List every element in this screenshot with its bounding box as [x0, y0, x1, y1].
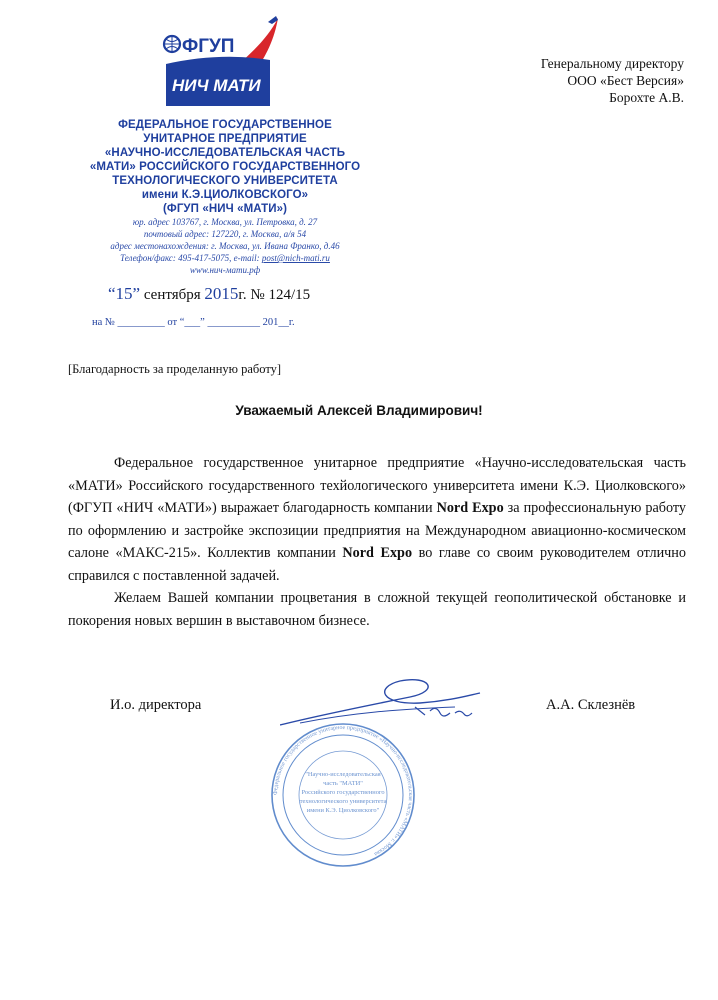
logo-brand-bottom: НИЧ МАТИ: [172, 76, 261, 95]
reference-line: на № _________ от “___” __________ 201__г.: [92, 317, 295, 328]
official-stamp: [268, 720, 418, 870]
letter-subject: [Благодарность за проделанную работу]: [68, 362, 282, 376]
body-paragraph-2: Желаем Вашей компании процветания в сложной текущей геополитической обстановке и покорения новых вершин в выставочном бизнесе.: [68, 590, 686, 629]
svg-text:часть "МАТИ": часть "МАТИ": [323, 780, 363, 787]
org-email: post@nich-mati.ru: [261, 253, 330, 263]
org-name-line: ФЕДЕРАЛЬНОЕ ГОСУДАРСТВЕННОЕ: [118, 119, 332, 131]
date-year: 2015: [204, 284, 239, 303]
date-suffix: г. №: [238, 287, 269, 303]
org-name-line: (ФГУП «НИЧ «МАТИ»): [162, 203, 288, 215]
org-location-address: адрес местонахождения: г. Москва, ул. Ивана Франко, д.46: [110, 241, 340, 251]
org-phone: Телефон/факс: 495-417-5075, e-mail:: [120, 253, 262, 263]
org-postal-address: почтовый адрес: 127220, г. Москва, а/я 54: [143, 229, 307, 239]
svg-text:"Научно-исследовательская: "Научно-исследовательская: [305, 771, 381, 778]
org-name-line: имени К.Э.ЦИОЛКОВСКОГО»: [141, 189, 309, 201]
org-name-line: УНИТАРНОЕ ПРЕДПРИЯТИЕ: [143, 133, 307, 145]
salutation: Уважаемый Алексей Владимирович!: [235, 403, 483, 418]
svg-text:Федеральное государственное ун: Федеральное государственное унитарное предприятие «Научно-исследовательская часть «МАТИ» г. Москва: [272, 724, 414, 857]
org-website: www.нич-мати.рф: [189, 265, 261, 275]
letter-date-number: [108, 284, 310, 304]
letter-number: 124/15: [268, 287, 311, 303]
company-name: Nord Expo: [342, 545, 413, 561]
org-header: [30, 118, 420, 276]
recipient-position: Генеральному директору: [540, 56, 684, 71]
body-text: за профессиональную работу по оформлению и застройке экспозиции предприятия на Международном авиационно-космическом салоне «МАКС-215». Коллектив компании: [68, 500, 686, 561]
org-name-line: «МАТИ» РОССИЙСКОГО ГОСУДАРСТВЕННОГО: [89, 161, 361, 173]
date-day: “15”: [108, 284, 141, 303]
signer-title: И.о. директора: [110, 697, 202, 713]
org-logo: [160, 14, 290, 106]
recipient-block: [541, 55, 684, 106]
recipient-name: Борохте А.В.: [609, 90, 684, 105]
company-name: Nord Expo: [436, 500, 504, 516]
svg-text:Российского государственного: Российского государственного: [301, 789, 385, 796]
recipient-company: ООО «Бест Версия»: [567, 73, 684, 88]
svg-text:технологического университета: технологического университета: [299, 798, 387, 805]
org-name-line: «НАУЧНО-ИССЛЕДОВАТЕЛЬСКАЯ ЧАСТЬ: [104, 147, 346, 159]
date-month: сентября: [140, 287, 205, 303]
body-text: Федеральное государственное унитарное предприятие «Научно-исследовательская часть «МАТИ» Российского государственного техйологического университета имени К.Э. Циолковского» (ФГУП «НИЧ «МАТИ») выражает благодарность компании: [68, 455, 686, 516]
body-paragraph-1: [68, 452, 686, 587]
svg-text:имени К.Э. Циолковского": имени К.Э. Циолковского": [306, 807, 380, 814]
body-text: во главе со своим руководителем отлично справился с поставленной задачей.: [68, 545, 686, 584]
signer-name: А.А. Склезнёв: [546, 697, 636, 713]
org-name-line: ТЕХНОЛОГИЧЕСКОГО УНИВЕРСИТЕТА: [112, 175, 338, 187]
letter-body: [68, 452, 686, 632]
org-legal-address: юр. адрес 103767, г. Москва, ул. Петровка, д. 27: [132, 217, 318, 227]
org-contacts: [30, 252, 420, 264]
logo-brand-top: ФГУП: [182, 36, 235, 57]
